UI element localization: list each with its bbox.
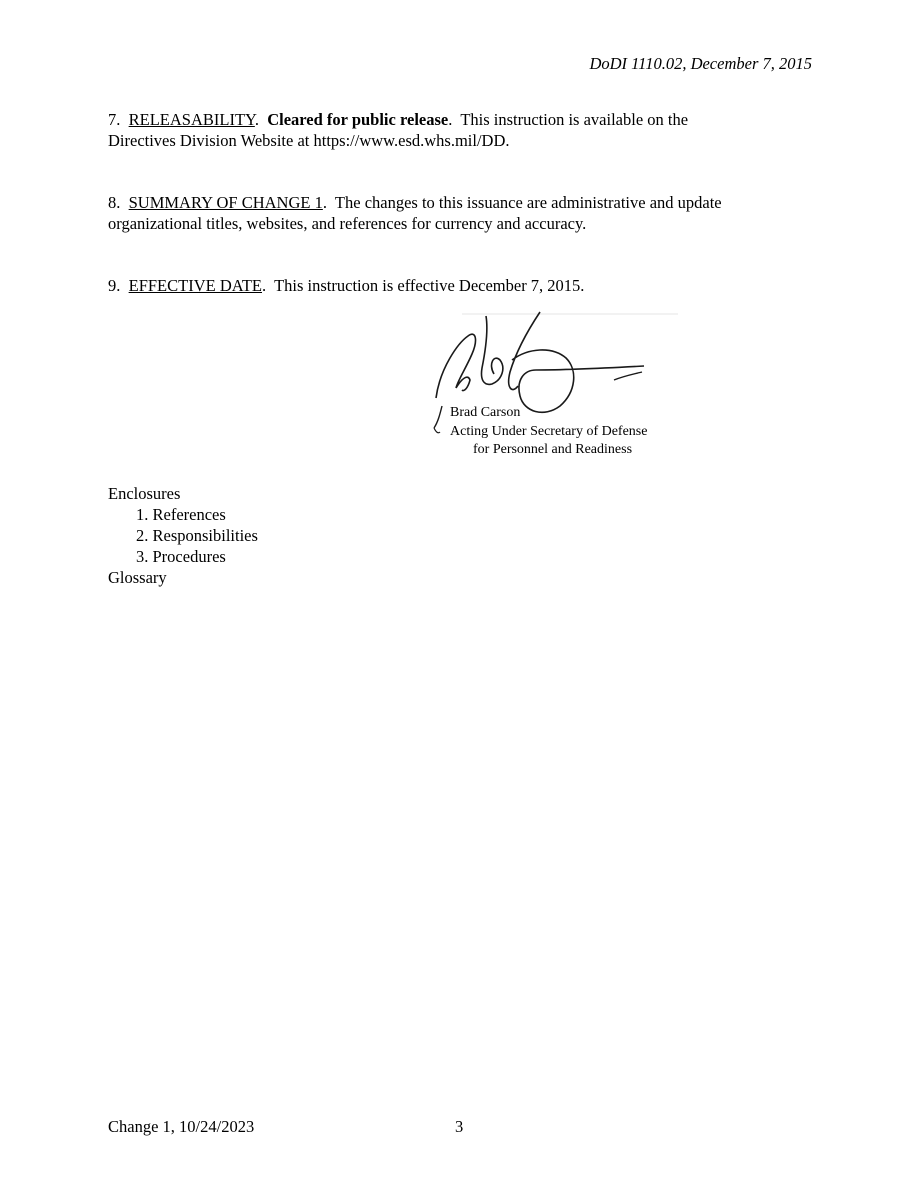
footer-change-note: Change 1, 10/24/2023 bbox=[108, 1117, 255, 1136]
list-item: 1. References bbox=[136, 505, 226, 524]
section-number: 7. bbox=[108, 110, 121, 129]
section-text: organizational titles, websites, and references for currency and accuracy. bbox=[108, 214, 587, 233]
enclosures-list bbox=[108, 483, 258, 588]
section-text: The changes to this issuance are administrative and update bbox=[334, 193, 722, 212]
section-text: Directives Division Website at https://www.esd.whs.mil/DD. bbox=[108, 131, 510, 150]
section-heading: SUMMARY OF CHANGE 1 bbox=[128, 193, 323, 212]
signer-name: Brad Carson bbox=[450, 405, 521, 420]
section-releasability: 7. RELEASABILITY. Cleared for public release. This instruction is available on the Directives Division Website at https://www.esd.whs.mil/DD. bbox=[108, 110, 689, 150]
section-text: This instruction is effective December 7, 2015. bbox=[274, 276, 585, 295]
section-heading: EFFECTIVE DATE bbox=[128, 276, 262, 295]
enclosures-heading: Enclosures bbox=[108, 484, 181, 503]
section-text: This instruction is available on the bbox=[460, 110, 689, 129]
glossary-label: Glossary bbox=[108, 568, 167, 587]
section-summary-of-change: 8. SUMMARY OF CHANGE 1. The changes to this issuance are administrative and update organizational titles, websites, and references for currency and accuracy. bbox=[108, 193, 722, 233]
enclosure-items bbox=[108, 504, 258, 567]
signature-block bbox=[428, 308, 688, 468]
section-number: 8. bbox=[108, 193, 121, 212]
release-statement: Cleared for public release bbox=[267, 110, 449, 129]
section-number: 9. bbox=[108, 276, 121, 295]
signer-title: for Personnel and Readiness bbox=[473, 442, 633, 457]
document-header: DoDI 1110.02, December 7, 2015 bbox=[589, 54, 812, 73]
section-effective-date: 9. EFFECTIVE DATE. This instruction is effective December 7, 2015. bbox=[108, 276, 585, 295]
section-heading: RELEASABILITY bbox=[128, 110, 255, 129]
list-item: 3. Procedures bbox=[136, 547, 226, 566]
page-number: 3 bbox=[455, 1117, 464, 1136]
list-item: 2. Responsibilities bbox=[136, 526, 258, 545]
signer-title: Acting Under Secretary of Defense bbox=[450, 424, 648, 439]
